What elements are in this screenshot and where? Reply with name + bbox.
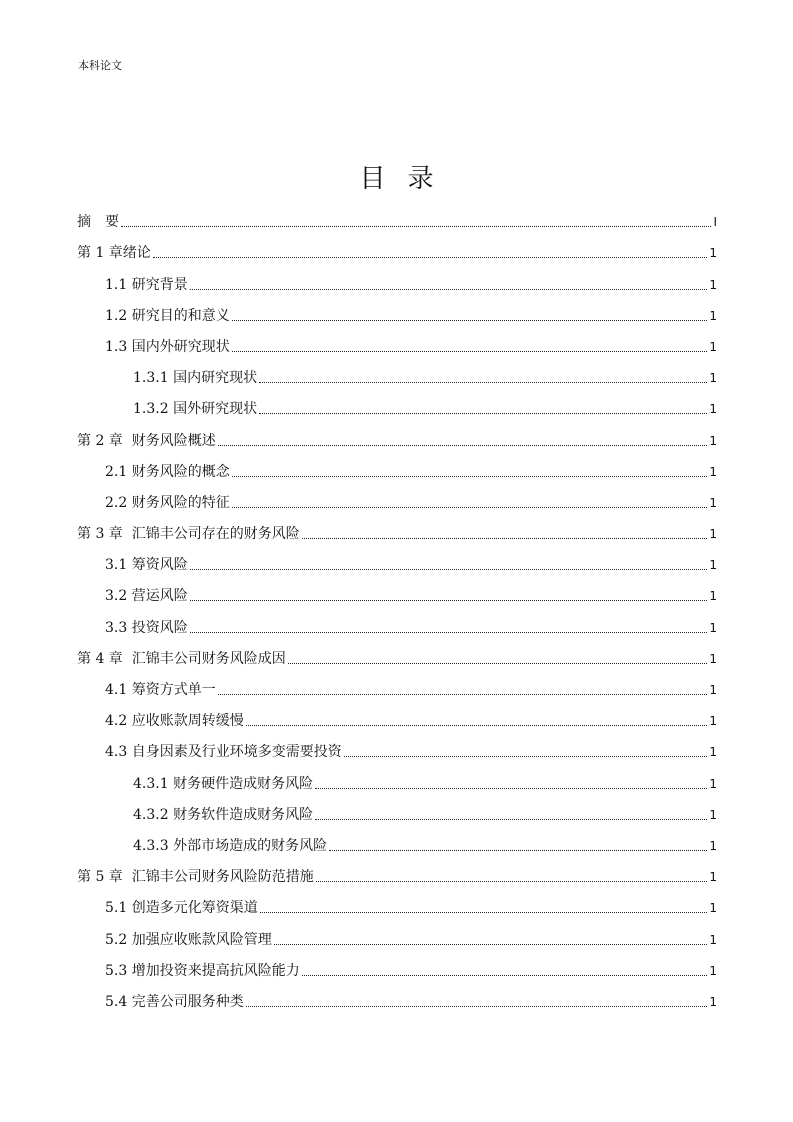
dot-leader — [232, 506, 708, 508]
dot-leader — [315, 818, 707, 820]
dot-leader — [315, 787, 707, 789]
toc-entry-text: 4.2 应收账款周转缓慢 — [105, 713, 244, 730]
dot-leader — [259, 381, 707, 383]
toc-entry-text: 3.2 营运风险 — [105, 588, 188, 605]
toc-entry[interactable] — [77, 324, 717, 355]
toc-entry-text: 3.3 投资风险 — [105, 619, 188, 636]
toc-page-number: 1 — [709, 495, 717, 510]
toc-page-number: 1 — [709, 994, 717, 1009]
toc-entry-text: 4.3 自身因素及行业环境多变需要投资 — [105, 744, 342, 761]
toc-entry[interactable] — [77, 636, 717, 667]
toc-page-number: 1 — [709, 901, 717, 916]
toc-entry-text: 5.1 创造多元化筹资渠道 — [105, 900, 258, 917]
toc-entry[interactable] — [77, 542, 717, 573]
toc-entry-text: 5.2 加强应收账款风险管理 — [105, 931, 272, 948]
toc-entry-text: 1.2 研究目的和意义 — [105, 307, 230, 324]
dot-leader — [259, 412, 707, 414]
toc-entry-text: 4.3.2 财务软件造成财务风险 — [133, 806, 314, 823]
toc-page-number: 1 — [709, 277, 717, 292]
toc-entry-text: 第 3 章 汇锦丰公司存在的财务风险 — [77, 526, 300, 543]
toc-page-number: 1 — [709, 776, 717, 791]
toc-entry[interactable] — [77, 573, 717, 604]
toc-entry[interactable] — [77, 261, 717, 292]
toc-entry[interactable] — [77, 230, 717, 261]
dot-leader — [274, 943, 708, 945]
dot-leader — [232, 350, 708, 352]
toc-entry-text: 4.3.3 外部市场造成的财务风险 — [133, 837, 328, 854]
toc-page-number: 1 — [709, 745, 717, 760]
table-of-contents — [77, 199, 717, 1010]
toc-entry-text: 1.3.1 国内研究现状 — [133, 370, 258, 387]
dot-leader — [344, 755, 708, 757]
toc-entry[interactable] — [77, 449, 717, 480]
toc-entry-text: 2.1 财务风险的概念 — [105, 463, 230, 480]
toc-entry-text: 第 4 章 汇锦丰公司财务风险成因 — [77, 650, 286, 667]
dot-leader — [190, 568, 708, 570]
toc-entry[interactable] — [77, 698, 717, 729]
toc-entry[interactable] — [77, 885, 717, 916]
dot-leader — [218, 444, 708, 446]
toc-page-number: 1 — [709, 683, 717, 697]
toc-entry[interactable] — [77, 948, 717, 979]
toc-page-number: 1 — [709, 714, 717, 729]
toc-page-number: 1 — [709, 371, 717, 386]
toc-page-number: 1 — [709, 308, 717, 323]
dot-leader — [232, 475, 708, 477]
toc-page-number: 1 — [709, 464, 717, 479]
toc-entry-text: 4.3.1 财务硬件造成财务风险 — [133, 775, 314, 792]
toc-entry-text: 5.4 完善公司服务种类 — [105, 993, 244, 1010]
toc-entry[interactable] — [77, 667, 717, 698]
dot-leader — [153, 256, 708, 258]
toc-page-number: 1 — [709, 963, 717, 978]
toc-entry-text: 第 1 章绪论 — [77, 245, 151, 262]
dot-leader — [246, 1005, 708, 1007]
dot-leader — [316, 880, 708, 882]
toc-page-number: 1 — [709, 339, 717, 354]
toc-entry[interactable] — [77, 386, 717, 417]
toc-page-number: 1 — [709, 433, 717, 448]
toc-page-number: 1 — [709, 620, 717, 635]
toc-page-number: 1 — [709, 246, 717, 261]
toc-entry-text: 5.3 增加投资来提高抗风险能力 — [105, 962, 300, 979]
dot-leader — [232, 319, 708, 321]
toc-page-number: 1 — [709, 527, 717, 542]
toc-entry[interactable] — [77, 729, 717, 760]
dot-leader — [190, 288, 708, 290]
toc-page-number: 1 — [709, 870, 717, 885]
toc-entry-text: 4.1 筹资方式单一 — [105, 682, 216, 698]
toc-entry[interactable] — [77, 792, 717, 823]
toc-entry[interactable] — [77, 480, 717, 511]
toc-entry[interactable] — [77, 417, 717, 448]
toc-page-number: 1 — [709, 589, 717, 604]
toc-entry-text: 第 5 章 汇锦丰公司财务风险防范措施 — [77, 869, 314, 886]
dot-leader — [302, 537, 708, 539]
dot-leader — [260, 911, 708, 913]
toc-entry[interactable] — [77, 823, 717, 854]
toc-entry[interactable] — [77, 854, 717, 885]
toc-entry[interactable] — [77, 293, 717, 324]
toc-entry[interactable] — [77, 979, 717, 1010]
toc-entry-text: 摘 要 — [77, 214, 119, 231]
dot-leader — [302, 974, 708, 976]
toc-entry-text: 3.1 筹资风险 — [105, 557, 188, 574]
toc-entry[interactable] — [77, 604, 717, 635]
dot-leader — [190, 631, 708, 633]
running-header: 本科论文 — [78, 59, 122, 72]
toc-entry-text: 1.3 国内外研究现状 — [105, 338, 230, 355]
dot-leader — [121, 225, 711, 227]
toc-page-number: 1 — [709, 932, 717, 947]
toc-page-number: I — [713, 215, 717, 230]
dot-leader — [246, 724, 708, 726]
dot-leader — [329, 849, 707, 851]
toc-entry-text: 1.1 研究背景 — [105, 276, 188, 293]
toc-entry[interactable] — [77, 916, 717, 947]
toc-page-number: 1 — [709, 651, 717, 666]
toc-page-number: 1 — [709, 807, 717, 822]
toc-entry[interactable] — [77, 511, 717, 542]
toc-page-number: 1 — [709, 558, 717, 573]
dot-leader — [288, 662, 708, 664]
toc-title: 目录 — [359, 164, 456, 194]
toc-entry-text: 1.3.2 国外研究现状 — [133, 401, 258, 418]
dot-leader — [190, 599, 708, 601]
toc-page-number: 1 — [709, 402, 717, 417]
toc-entry[interactable] — [77, 760, 717, 791]
toc-page-number: 1 — [709, 838, 717, 853]
toc-entry-text: 2.2 财务风险的特征 — [105, 494, 230, 511]
toc-entry-text: 第 2 章 财务风险概述 — [77, 432, 216, 449]
toc-entry[interactable] — [77, 199, 717, 230]
toc-entry[interactable] — [77, 355, 717, 386]
dot-leader — [218, 693, 708, 695]
